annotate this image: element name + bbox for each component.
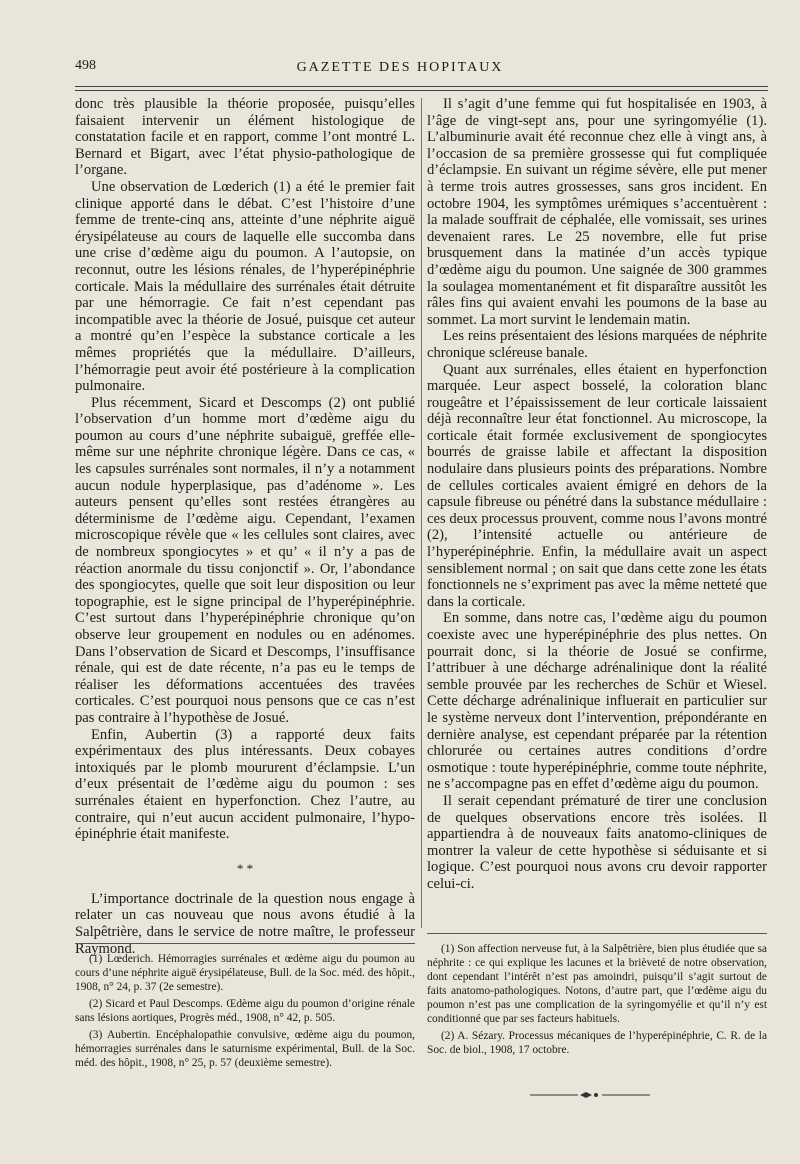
footnote: (1) Son affection nerveuse fut, à la Salpêtrière, bien plus étudiée que sa néphrite : ce qui explique les lacunes et la brièveté de notre observation, dont cependant l’intérêt n’est pas amoindri, puisqu’il s’agit surtout de faits anatomo-pathologiques. Notons, d’autre part, que l’œdème aigu du poumon n’est pas une complication de la syringomyélie et qu’il n’y est conditionné que par ses facteurs habituels. [427, 943, 767, 1025]
paragraph: En somme, dans notre cas, l’œdème aigu du poumon coexiste avec une hyperépinéphrie des plus nettes. On pourrait donc, si la théorie de Josué se confirme, l’attribuer à une décharge adrénalinique dont la réalité semble prouvée par les recherches de Schür et Wiesel. Cette décharge adrénalinique influerait en particulier sur le système nerveux dont l’intervention, prépondérante en dernière analyse, est cependant préparée par la rétention chlorurée ou certaines autres conditions d’ordre osmotique : toute hyperépinéphrie, comme toute néphrite, ne s’accompagne pas en effet d’œdème aigu du poumon. [427, 610, 767, 793]
header-rule-top [75, 86, 768, 87]
section-separator: * * [236, 860, 254, 876]
paragraph: Quant aux surrénales, elles étaient en hyperfonction marquée. Leur aspect bosselé, la coloration blanc rougeâtre et l’épaississement de leur corticale laissaient déjà reconnaître leur état fonctionnel. Au microscope, la corticale était formée exclusivement de spongiocytes bourrés de graisse labile et affectant la disposition nodulaire dans plusieurs points des préparations. Nombre de cellules corticales avaient émigré en dehors de la capsule fibreuse ou pénétré dans la substance médullaire : ces deux processus prouvent, comme nous l’avons montré (2), l’intensité actuelle ou antérieure de l’hyperépinéphrie. Enfin, la médullaire avait un aspect sensiblement normal ; on sait que dans cette zone les états fonctionnels ne s’expriment pas avec la même netteté que dans la corticale. [427, 361, 767, 610]
paragraph: L’importance doctrinale de la question nous engage à relater un cas nouveau que nous avons étudié à la Salpêtrière, dans le service de notre maître, le professeur Raymond. [75, 890, 415, 957]
paragraph: Il serait cependant prématuré de tirer une conclusion de quelques observations encore très isolées. Il appartiendra à de nouveaux faits anatomo-cliniques de montrer la valeur de cette hypothèse si séduisante et si logique. C’est pourquoi nous avons cru devoir rapporter celui-ci. [427, 792, 767, 892]
right-column [427, 96, 767, 893]
column-separator [421, 98, 422, 928]
footnote: (1) Lœderich. Hémorragies surrénales et œdème aigu du poumon au cours d’une néphrite aiguë érysipélateuse, Bull. de la Soc. méd. des hôpit., 1908, n° 24, p. 37 (2e semestre). [75, 953, 415, 993]
page-number: 498 [75, 58, 96, 73]
paragraph: Enfin, Aubertin (3) a rapporté deux faits expérimentaux des plus intéressants. Deux cobayes intoxiqués par le plomb moururent d’éclampsie. L’un d’eux présentait de l’œdème aigu du poumon : ses surrénales étaient en hyperfonction. Chez l’autre, au contraire, qui n’eut aucun accident pulmonaire, l’hypo-épinéphrie était manifeste. [75, 726, 415, 843]
left-column [75, 96, 415, 957]
running-title: GAZETTE DES HOPITAUX [296, 60, 504, 75]
footnote: (2) Sicard et Paul Descomps. Œdème aigu du poumon d’origine rénale sans lésions aortiques, Progrès méd., 1908, n° 42, p. 505. [75, 998, 415, 1024]
header-rule-bottom [75, 90, 768, 91]
footnote: (3) Aubertin. Encéphalopathie convulsive, œdème aigu du poumon, hémorragies surrénales dans le saturnisme expérimental, Bull. de la Soc. méd. des hôpit., 1908, n° 25, p. 57 (deuxième semestre). [75, 1029, 415, 1069]
footnote-rule-right [427, 933, 767, 934]
paragraph: Plus récemment, Sicard et Descomps (2) ont publié l’observation d’un homme mort d’œdème aigu du poumon au cours d’une néphrite subaiguë, greffée elle-même sur une néphrite chronique légère. Dans ce cas, « les capsules surrénales sont normales, il n’y a notamment aucun nodule hyperplasique, pas d’adénome ». Les auteurs pensent qu’elles sont restées étrangères au déterminisme de l’œdème aigu. Cependant, l’examen microscopique révèle que « les cellules sont claires, avec de nombreux spongiocytes » et qu’ « il n’y a pas de réaction anormale du tissu conjonctif ». Or, l’abondance des spongiocytes, quelle que soit leur disposition ou leur topographie, est le signe principal de l’hyperépinéphrie. C’est surtout dans l’hyperépinéphrie chronique qu’on observe leur groupement en nodules ou en adénomes. Dans l’observation de Sicard et Descomps, l’insuffisance rénale, qui est de date récente, n’a pas eu le temps de réaliser les déformations accentuées des travées corticales. C’est pourquoi nous pensons que ce cas n’est pas contraire à l’hypothèse de Josué. [75, 394, 415, 726]
end-ornament [530, 1090, 650, 1100]
footnote-rule-left [75, 943, 415, 944]
footnotes-left [75, 952, 415, 1073]
paragraph: Les reins présentaient des lésions marquées de néphrite chronique scléreuse banale. [427, 328, 767, 361]
footnote: (2) A. Sézary. Processus mécaniques de l’hyperépinéphrie, C. R. de la Soc. de biol., 1908, 17 octobre. [427, 1030, 767, 1056]
footnotes-right [427, 942, 767, 1060]
paragraph: Il s’agit d’une femme qui fut hospitalisée en 1903, à l’âge de vingt-sept ans, pour une syringomyélie (1). L’albuminurie avait été reconnue chez elle à vingt ans, à l’occasion de sa première grossesse qui fut compliquée d’éclampsie. En suivant un régime sévère, elle put mener à terme trois autres grossesses, sans gros incident. En octobre 1904, les symptômes urémiques s’accentuèrent : la malade souffrait de céphalée, elle vomissait, ses urines devenaient rares. Le 25 novembre, elle fut prise brusquement dans la matinée d’un accès typique d’œdème aigu du poumon. Une saignée de 300 grammes la soulagea momentanément et fit disparaître aussitôt les râles fins qui avaient envahi les poumons de la base au sommet. La mort survint le lendemain matin. [427, 96, 767, 328]
paragraph: donc très plausible la théorie proposée, puisqu’elles faisaient intervenir un élément histologique de constatation facile et en rapport, comme l’ont montré L. Bernard et Bigart, avec l’état physio-pathologique de l’organe. [75, 96, 415, 179]
paragraph: Une observation de Lœderich (1) a été le premier fait clinique apporté dans le débat. C’est l’histoire d’une femme de trente-cinq ans, atteinte d’une néphrite aiguë érysipélateuse au cours de laquelle elle succomba dans une crise d’œdème aigu du poumon. A l’autopsie, on reconnut, outre les lésions rénales, de l’hyperépinéphrie corticale. Mais la médullaire des surrénales était détruite par une hémorragie. Ce fait n’est cependant pas incompatible avec la théorie de Josué, puisque cet auteur a montré qu’en l’espèce la substance corticale a les mêmes propriétés que la médullaire. D’ailleurs, l’hémorragie peut avoir été postérieure à la complication pulmonaire. [75, 178, 415, 395]
